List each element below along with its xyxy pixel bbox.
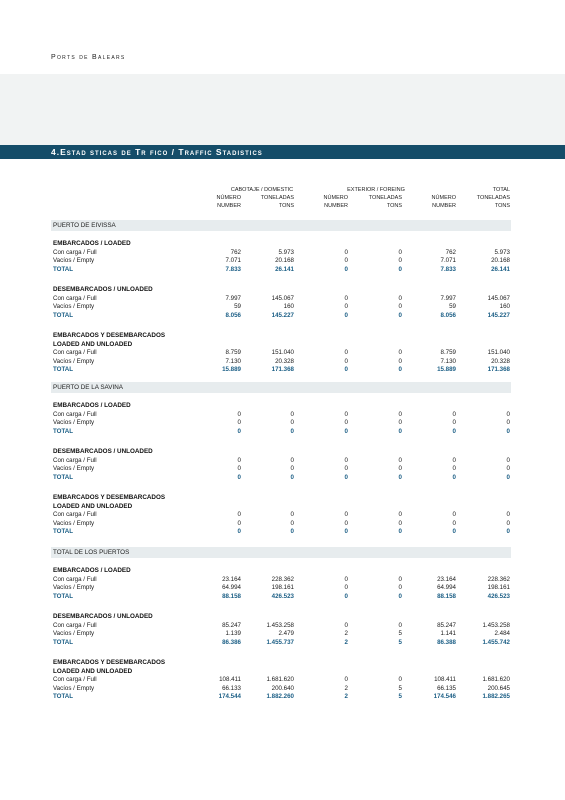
cell-value: 0: [290, 519, 294, 527]
table-row: [53, 257, 511, 266]
cell-value: 0: [398, 473, 402, 481]
cell-value: 0: [398, 584, 402, 591]
cell-value: 59: [449, 303, 456, 310]
cell-value: 174.546: [433, 693, 456, 700]
cell-value: 0: [452, 419, 456, 426]
cell-value: 0: [344, 473, 348, 481]
section-title-band: [0, 145, 565, 159]
table-row: [53, 630, 511, 639]
cell-value: 198.161: [271, 584, 294, 591]
table-row: [53, 349, 511, 358]
cell-value: 0: [344, 592, 348, 600]
cell-value: 0: [344, 427, 348, 435]
cell-value: 108.411: [434, 676, 456, 683]
cell-value: 151.040: [271, 349, 294, 356]
cell-value: 0: [344, 303, 348, 310]
cell-value: 0: [398, 528, 402, 535]
col-toneladas-3: TONELADAS: [476, 195, 510, 201]
cell-value: 1.141: [440, 630, 456, 637]
cell-value: 20.328: [275, 357, 294, 365]
cell-value: 7.997: [225, 294, 241, 302]
cell-value: 0: [290, 473, 294, 481]
cell-value: 1.455.742: [482, 638, 510, 646]
row-label: Vacíos / Empty: [53, 519, 95, 527]
row-label: TOTAL: [53, 366, 74, 373]
cell-value: 0: [237, 519, 241, 527]
cell-value: 0: [452, 519, 456, 527]
cell-value: 1.453.258: [266, 621, 294, 629]
cell-value: 64.994: [222, 584, 241, 591]
total-row: [53, 266, 511, 275]
col-tons-2: TONS: [386, 203, 402, 209]
cell-value: 0: [398, 592, 402, 600]
table-row: [53, 419, 511, 428]
col-tons-1: TONS: [278, 203, 294, 209]
row-label: Con carga / Full: [53, 294, 97, 302]
column-headers: [0, 186, 565, 216]
cell-value: 0: [237, 473, 241, 481]
cell-value: 0: [344, 357, 348, 365]
cell-value: 0: [290, 456, 294, 464]
col-number-1: NUMBER: [217, 203, 241, 209]
col-numero-3: NÚMERO: [431, 195, 456, 201]
row-label: Con carga / Full: [53, 511, 97, 518]
cell-value: 426.523: [271, 592, 294, 600]
cell-value: 0: [398, 419, 402, 426]
cell-value: 2: [344, 684, 348, 692]
cell-value: 0: [398, 465, 402, 472]
cell-value: 0: [506, 528, 510, 535]
cell-value: 23.164: [437, 575, 456, 583]
cell-value: 0: [237, 419, 241, 426]
cell-value: 0: [398, 427, 402, 435]
table-row: [53, 520, 511, 529]
cell-value: 0: [237, 465, 241, 472]
row-label: Con carga / Full: [53, 676, 97, 683]
col-numero-1: NÚMERO: [216, 195, 241, 201]
cell-value: 0: [290, 419, 294, 426]
cell-value: 0: [344, 621, 348, 629]
cell-value: 8.759: [225, 349, 241, 356]
cell-value: 0: [344, 584, 348, 591]
cell-value: 88.158: [222, 592, 241, 600]
row-label: Vacíos / Empty: [53, 303, 95, 310]
cell-value: 20.328: [491, 357, 510, 365]
cell-value: 7.130: [440, 357, 456, 365]
row-label: Con carga / Full: [53, 248, 97, 256]
cell-value: 0: [398, 349, 402, 356]
cell-value: 0: [506, 473, 510, 481]
category-title: DESEMBARCADOS / UNLOADED: [53, 286, 153, 293]
cell-value: 7.071: [440, 257, 456, 264]
cell-value: 0: [452, 427, 456, 435]
category-title: EMBARCADOS / LOADED: [53, 567, 131, 574]
cell-value: 15.889: [222, 366, 241, 373]
row-label: TOTAL: [53, 638, 74, 646]
cell-value: 0: [506, 465, 510, 472]
cell-value: 0: [452, 528, 456, 535]
cell-value: 0: [452, 410, 456, 418]
cell-value: 0: [506, 456, 510, 464]
cell-value: 85.247: [222, 621, 241, 629]
table-row: [53, 622, 511, 631]
row-label: Con carga / Full: [53, 621, 97, 629]
col-toneladas-2: TONELADAS: [368, 195, 402, 201]
table-row: [53, 584, 511, 593]
cell-value: 1.681.620: [266, 676, 294, 683]
cell-value: 0: [506, 427, 510, 435]
row-label: TOTAL: [53, 592, 74, 600]
cell-value: 0: [344, 257, 348, 264]
cell-value: 8.056: [225, 311, 241, 319]
cell-value: 0: [344, 528, 348, 535]
cell-value: 2: [344, 693, 348, 700]
cell-value: 0: [344, 349, 348, 356]
cell-value: 15.889: [437, 366, 456, 373]
cell-value: 0: [344, 511, 348, 518]
cell-value: 0: [452, 465, 456, 472]
cell-value: 5: [398, 630, 402, 637]
table-row: [53, 457, 511, 466]
cell-value: 174.544: [218, 693, 241, 700]
header-top: [0, 0, 565, 74]
category-title: LOADED AND UNLOADED: [53, 340, 133, 348]
table-row: [53, 685, 511, 694]
category-title: DESEMBARCADOS / UNLOADED: [53, 613, 153, 620]
cell-value: 26.141: [491, 265, 510, 273]
cell-value: 86.386: [222, 638, 241, 646]
cell-value: 0: [344, 465, 348, 472]
cell-value: 0: [344, 456, 348, 464]
total-row: [53, 693, 511, 702]
table-row: [53, 303, 511, 312]
cell-value: 0: [398, 575, 402, 583]
cell-value: 0: [290, 465, 294, 472]
total-row: [53, 639, 511, 648]
table-row: [53, 465, 511, 474]
col-number-2: NUMBER: [324, 203, 348, 209]
cell-value: 5: [398, 693, 402, 700]
cell-value: 151.040: [487, 349, 510, 356]
cell-value: 426.523: [487, 592, 510, 600]
cell-value: 0: [237, 511, 241, 518]
cell-value: 23.164: [222, 575, 241, 583]
cell-value: 762: [445, 248, 456, 256]
cell-value: 0: [344, 575, 348, 583]
cell-value: 0: [344, 248, 348, 256]
cell-value: 0: [506, 410, 510, 418]
group-header: [51, 382, 511, 393]
cell-value: 2: [344, 630, 348, 637]
table-row: [53, 511, 511, 520]
cell-value: 0: [398, 311, 402, 319]
group-title: PUERTO DE LA SAVINA: [53, 384, 123, 391]
cell-value: 0: [506, 519, 510, 527]
cell-value: 5: [398, 638, 402, 646]
cell-value: 1.139: [225, 630, 241, 637]
table-row: [53, 411, 511, 420]
cell-value: 762: [230, 248, 241, 256]
cell-value: 5.973: [278, 248, 294, 256]
row-label: Vacíos / Empty: [53, 465, 95, 472]
cell-value: 160: [499, 303, 510, 310]
category-title: EMBARCADOS Y DESEMBARCADOS: [53, 494, 166, 501]
row-label: TOTAL: [53, 427, 74, 435]
cell-value: 0: [398, 676, 402, 683]
category-title: EMBARCADOS Y DESEMBARCADOS: [53, 332, 166, 339]
cell-value: 0: [452, 511, 456, 518]
cell-value: 20.168: [275, 257, 294, 264]
col-toneladas-1: TONELADAS: [260, 195, 294, 201]
row-label: Vacíos / Empty: [53, 684, 95, 692]
cell-value: 0: [398, 257, 402, 264]
cell-value: 171.368: [271, 366, 294, 373]
cell-value: 0: [290, 528, 294, 535]
total-row: [53, 528, 511, 537]
cell-value: 228.362: [487, 575, 510, 583]
row-label: TOTAL: [53, 311, 74, 319]
total-row: [53, 474, 511, 483]
cell-value: 66.135: [437, 684, 456, 692]
category-title: DESEMBARCADOS / UNLOADED: [53, 448, 153, 455]
cell-value: 0: [344, 311, 348, 319]
category-title: EMBARCADOS / LOADED: [53, 402, 131, 409]
cell-value: 59: [234, 303, 241, 310]
cell-value: 7.833: [225, 265, 241, 273]
row-label: Vacíos / Empty: [53, 257, 95, 264]
cell-value: 7.833: [440, 265, 456, 273]
table-row: [53, 295, 511, 304]
cell-value: 5.973: [494, 248, 510, 256]
cell-value: 85.247: [437, 621, 456, 629]
table-row: [53, 249, 511, 258]
category-title: EMBARCADOS Y DESEMBARCADOS: [53, 659, 166, 666]
cell-value: 0: [290, 511, 294, 518]
row-label: Con carga / Full: [53, 575, 97, 583]
cell-value: 0: [398, 621, 402, 629]
cell-value: 0: [452, 473, 456, 481]
row-label: Vacíos / Empty: [53, 584, 95, 591]
cell-value: 0: [290, 427, 294, 435]
cell-value: 0: [237, 456, 241, 464]
row-label: TOTAL: [53, 265, 74, 273]
cell-value: 0: [344, 410, 348, 418]
total-row: [53, 312, 511, 321]
cell-value: 145.067: [271, 294, 294, 302]
cell-value: 0: [237, 427, 241, 435]
cell-value: 7.130: [225, 357, 241, 365]
cell-value: 1.882.260: [266, 693, 294, 700]
group-title: PUERTO DE EIVISSA: [53, 222, 116, 229]
row-label: TOTAL: [53, 693, 74, 700]
table-row: [53, 358, 511, 367]
col-exterior: EXTERIOR / FOREING: [347, 187, 405, 193]
cell-value: 0: [344, 519, 348, 527]
cell-value: 200.640: [271, 684, 294, 692]
cell-value: 198.161: [487, 584, 510, 591]
cell-value: 1.453.258: [482, 621, 510, 629]
col-tons-3: TONS: [494, 203, 510, 209]
cell-value: 0: [398, 248, 402, 256]
category-title: EMBARCADOS / LOADED: [53, 240, 131, 247]
cell-value: 20.168: [491, 257, 510, 264]
cell-value: 2.484: [494, 630, 510, 637]
cell-value: 64.994: [437, 584, 456, 591]
cell-value: 5: [398, 684, 402, 692]
cell-value: 228.362: [271, 575, 294, 583]
total-row: [53, 593, 511, 602]
category-title: LOADED AND UNLOADED: [53, 667, 133, 675]
col-numero-2: NÚMERO: [323, 195, 348, 201]
row-label: Vacíos / Empty: [53, 630, 95, 637]
cell-value: 0: [506, 419, 510, 426]
row-label: TOTAL: [53, 528, 74, 535]
table-row: [53, 576, 511, 585]
cell-value: 0: [398, 456, 402, 464]
cell-value: 0: [237, 528, 241, 535]
group-header: [51, 220, 511, 231]
cell-value: 7.997: [440, 294, 456, 302]
cell-value: 7.071: [225, 257, 241, 264]
cell-value: 8.759: [440, 349, 456, 356]
cell-value: 0: [290, 410, 294, 418]
row-label: Con carga / Full: [53, 410, 97, 418]
row-label: TOTAL: [53, 473, 74, 481]
cell-value: 145.227: [271, 311, 294, 319]
cell-value: 0: [452, 456, 456, 464]
cell-value: 145.067: [487, 294, 510, 302]
row-label: Con carga / Full: [53, 349, 97, 356]
cell-value: 0: [398, 303, 402, 310]
col-number-3: NUMBER: [432, 203, 456, 209]
cell-value: 160: [283, 303, 294, 310]
cell-value: 0: [398, 410, 402, 418]
cell-value: 1.681.620: [482, 676, 510, 683]
category-title: LOADED AND UNLOADED: [53, 502, 133, 510]
cell-value: 86.388: [437, 638, 456, 646]
cell-value: 0: [398, 294, 402, 302]
cell-value: 0: [344, 676, 348, 683]
cell-value: 145.227: [487, 311, 510, 319]
total-row: [53, 428, 511, 437]
cell-value: 0: [506, 511, 510, 518]
cell-value: 66.133: [222, 684, 241, 692]
cell-value: 0: [398, 357, 402, 365]
cell-value: 200.645: [487, 684, 510, 692]
cell-value: 171.368: [487, 366, 510, 373]
cell-value: 0: [237, 410, 241, 418]
section-title: 4.Estad sticas de Tr fico / Traffic Stadistics: [51, 147, 263, 157]
cell-value: 108.411: [219, 676, 241, 683]
cell-value: 0: [344, 294, 348, 302]
cell-value: 0: [344, 366, 348, 373]
cell-value: 8.056: [440, 311, 456, 319]
col-total: TOTAL: [492, 187, 510, 193]
group-header: [51, 547, 511, 558]
cell-value: 0: [398, 265, 402, 273]
cell-value: 1.882.265: [482, 693, 510, 700]
cell-value: 0: [398, 366, 402, 373]
document-header: Ports de Balears: [51, 54, 126, 61]
cell-value: 2.479: [278, 630, 294, 637]
total-row: [53, 366, 511, 375]
cell-value: 0: [344, 265, 348, 273]
row-label: Vacíos / Empty: [53, 419, 95, 426]
cell-value: 88.158: [437, 592, 456, 600]
group-title: TOTAL DE LOS PUERTOS: [53, 549, 130, 556]
table-row: [53, 676, 511, 685]
cell-value: 0: [344, 419, 348, 426]
row-label: Vacíos / Empty: [53, 357, 95, 365]
cell-value: 0: [398, 519, 402, 527]
col-cabotaje: CABOTAJE / DOMESTIC: [230, 187, 294, 193]
cell-value: 2: [344, 638, 348, 646]
cell-value: 1.455.737: [266, 638, 294, 646]
row-label: Con carga / Full: [53, 456, 97, 464]
cell-value: 26.141: [275, 265, 294, 273]
cell-value: 0: [398, 511, 402, 518]
